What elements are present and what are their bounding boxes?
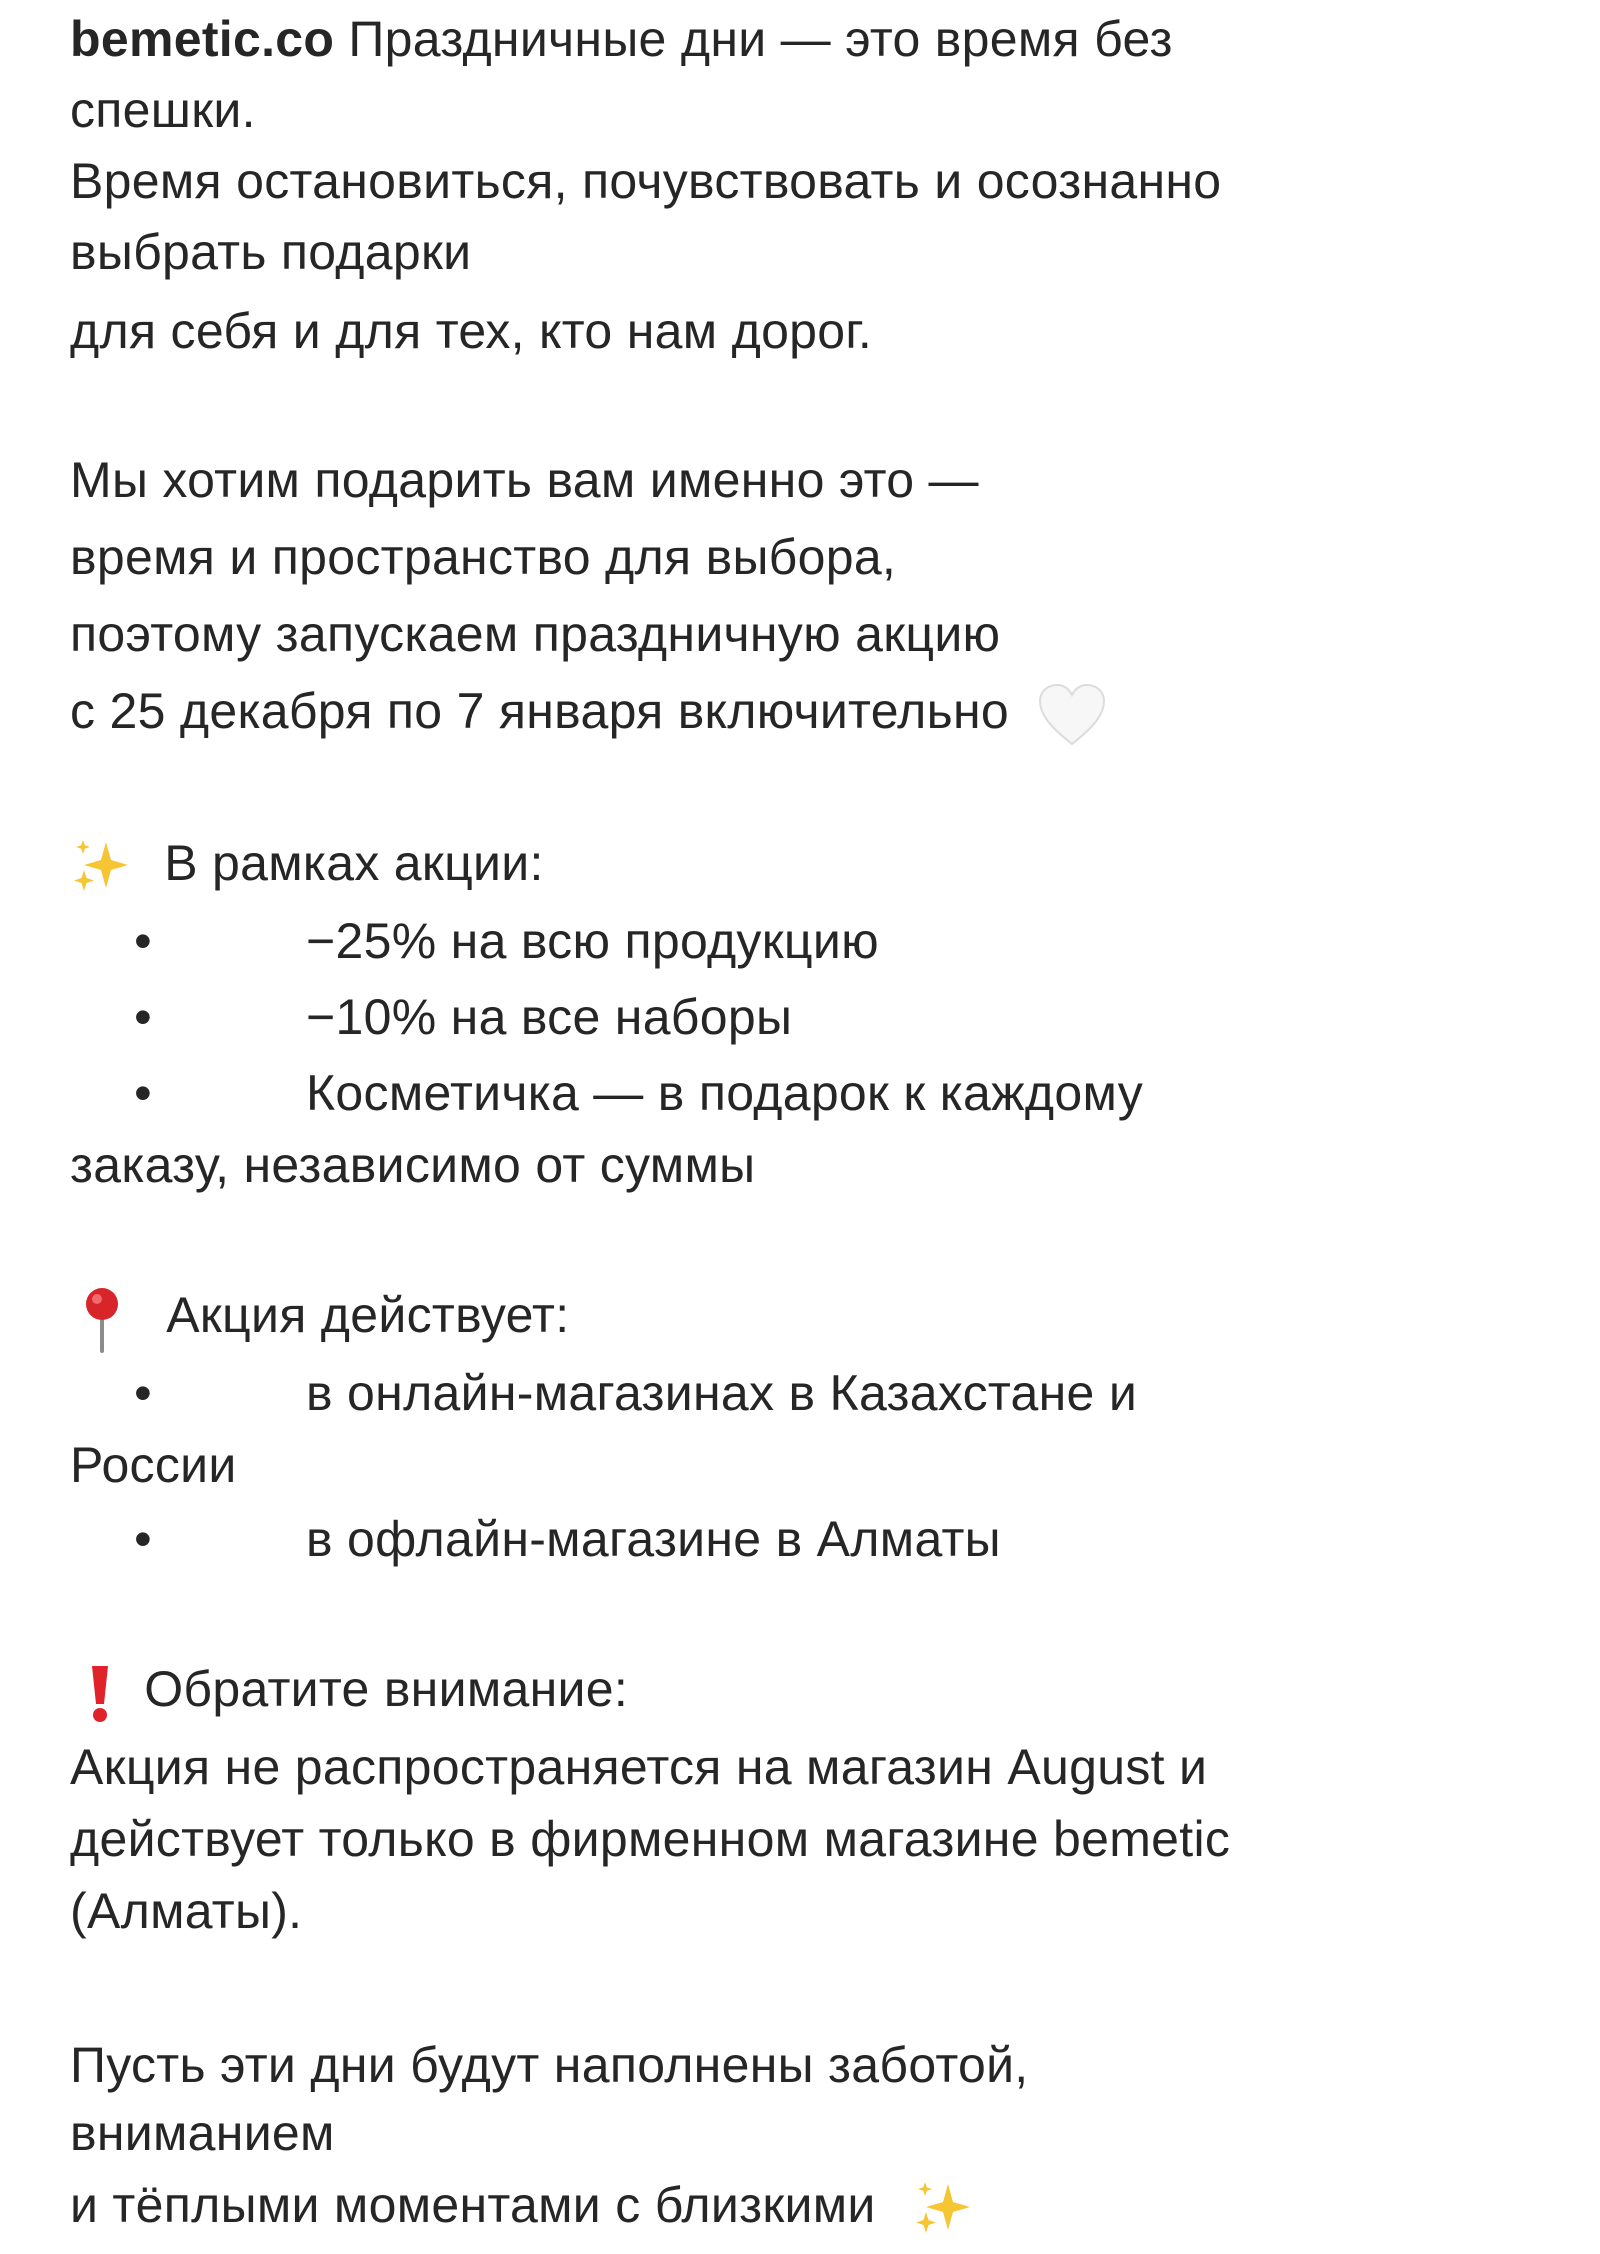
caption-line: Время остановиться, почувствовать и осознанно: [70, 153, 1222, 209]
list-item-text: в офлайн-магазине в Алматы: [306, 1511, 1001, 1567]
caption-line: (Алматы).: [70, 1883, 303, 1939]
caption-line: [70, 826, 544, 901]
caption-line: для себя и для тех, кто нам дорог.: [70, 303, 873, 359]
caption-line: выбрать подарки: [70, 224, 472, 280]
username-link[interactable]: bemetic.co: [70, 11, 335, 67]
bullet: •: [134, 913, 152, 969]
caption-line: Мы хотим подарить вам именно это —: [70, 452, 979, 508]
bullet: •: [134, 1365, 152, 1421]
red-exclamation-icon: [88, 1662, 112, 1724]
caption-line: время и пространство для выбора,: [70, 529, 897, 585]
sparkles-icon: [70, 836, 132, 898]
list-item-text: в онлайн-магазинах в Казахстане и: [306, 1365, 1138, 1421]
bullet: •: [134, 1065, 152, 1121]
caption-line: [70, 674, 1107, 749]
caption-line: спешки.: [70, 82, 256, 138]
list-item-text: Косметичка — в подарок к каждому: [306, 1065, 1144, 1121]
caption-line: поэтому запускаем праздничную акцию: [70, 606, 1001, 662]
caption-line: Акция не распространяется на магазин August и: [70, 1739, 1208, 1795]
caption-text: Праздничные дни — это время без: [348, 11, 1173, 67]
caption-line: [70, 1278, 569, 1353]
caption-text: и тёплыми моментами с близкими: [70, 2177, 876, 2233]
bullet: •: [134, 989, 152, 1045]
caption-line: действует только в фирменном магазине bemetic: [70, 1811, 1231, 1867]
bullet: •: [134, 1511, 152, 1567]
section-heading: В рамках акции:: [164, 835, 544, 891]
caption-line: России: [70, 1437, 237, 1493]
caption-text: с 25 декабря по 7 января включительно: [70, 683, 1009, 739]
section-heading: Акция действует:: [166, 1287, 570, 1343]
round-pushpin-icon: [78, 1285, 126, 1353]
caption-line: [70, 1652, 628, 1727]
caption-line: заказу, независимо от суммы: [70, 1137, 756, 1193]
section-heading: Обратите внимание:: [144, 1661, 629, 1717]
list-item-text: −10% на все наборы: [306, 989, 793, 1045]
list-item-text: −25% на всю продукцию: [306, 913, 879, 969]
caption-line: вниманием: [70, 2105, 335, 2161]
white-heart-icon: [1037, 682, 1107, 748]
caption-line: Пусть эти дни будут наполнены заботой,: [70, 2037, 1029, 2093]
caption-line: [70, 2168, 974, 2243]
caption-line: [70, 2, 1173, 77]
sparkles-icon: [912, 2178, 974, 2240]
